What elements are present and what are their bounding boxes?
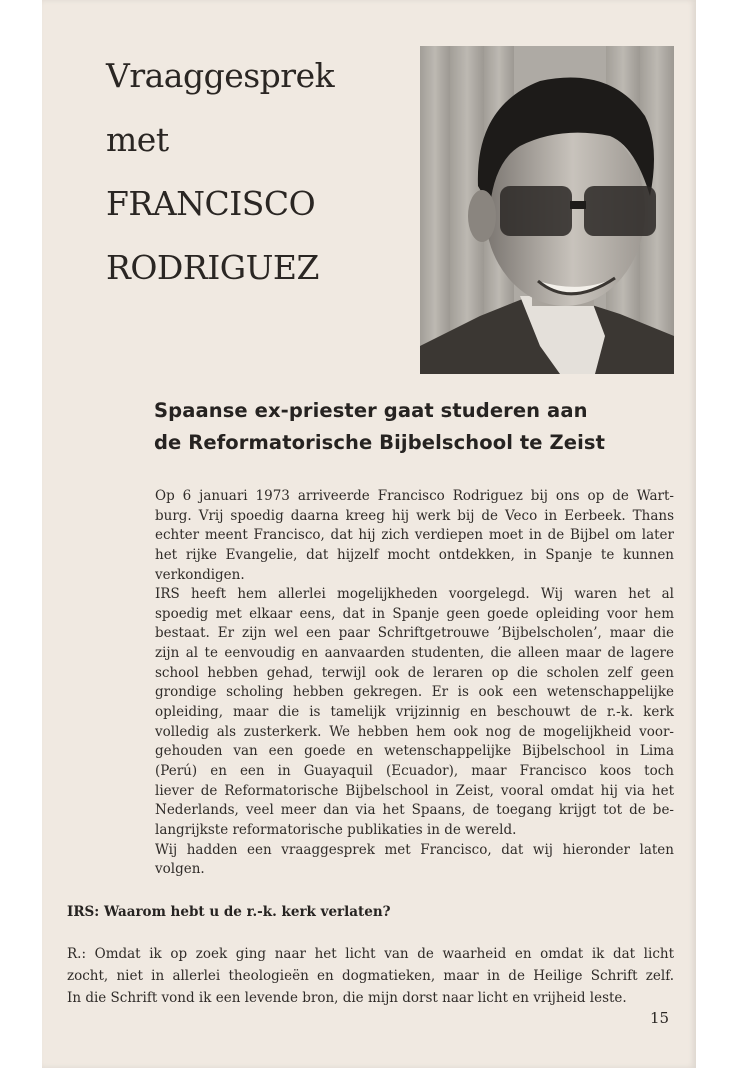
title-line: RODRIGUEZ [106, 248, 319, 287]
body-line: IRS heeft hem allerlei mogelijkheden voorgelegd. Wij waren het al [155, 586, 674, 603]
body-line: echter meent Francisco, dat hij zich verdiepen moet in de Bijbel om later [155, 527, 674, 544]
title-line: met [106, 120, 169, 159]
portrait-image [420, 46, 674, 374]
body-line: verkondigen. [155, 566, 245, 583]
title-line: FRANCISCO [106, 184, 316, 223]
body-line: Op 6 januari 1973 arriveerde Francisco Rodriguez bij ons op de Wart- [155, 488, 674, 504]
body-line: burg. Vrij spoedig daarna kreeg hij werk bij de Veco in Eerbeek. Thans [155, 507, 674, 524]
body-line: gehouden van een goede en wetenschappelijke Bijbelschool in Lima [155, 743, 674, 760]
article-body [155, 487, 674, 880]
page-number: 15 [650, 1009, 670, 1027]
interview-answer [67, 943, 674, 1009]
subtitle-line: de Reformatorische Bijbelschool te Zeist [154, 431, 605, 454]
answer-line: In die Schrift vond ik een levende bron, die mijn dorst naar licht en vrijheid leste. [67, 990, 627, 1006]
body-line: Wij hadden een vraaggesprek met Francisco, dat wij hieronder laten [155, 841, 674, 858]
body-line: (Perú) en een in Guayaquil (Ecuador), maar Francisco koos toch [155, 762, 674, 779]
body-line: zijn al te eenvoudig en aanvaarden studenten, die alleen maar de lagere [155, 645, 674, 662]
body-line: liever de Reformatorische Bijbelschool in Zeist, vooral omdat hij via het [155, 782, 674, 799]
body-line: opleiding, maar die is tamelijk vrijzinnig en beschouwt de r.-k. kerk [155, 704, 674, 721]
body-line: het rijke Evangelie, dat hijzelf mocht ontdekken, in Spanje te kunnen [155, 546, 674, 563]
body-line: volgen. [155, 861, 205, 878]
title-line: Vraaggesprek [106, 56, 335, 95]
body-line: spoedig met elkaar eens, dat in Spanje geen goede opleiding voor hem [155, 605, 674, 622]
article-subtitle [154, 395, 674, 459]
subtitle-line: Spaanse ex-priester gaat studeren aan [154, 399, 588, 422]
body-line: langrijkste reformatorische publikaties in de wereld. [155, 821, 517, 838]
answer-line: R.: Omdat ik op zoek ging naar het licht van de waarheid en omdat ik dat licht [67, 946, 674, 962]
interview-question: IRS: Waarom hebt u de r.-k. kerk verlaten? [67, 904, 391, 920]
body-line: school hebben gehad, terwijl ook de leraren op die scholen zelf geen [155, 664, 674, 681]
article-title [106, 44, 334, 300]
portrait-photo [420, 46, 674, 374]
body-line: volledig als zusterkerk. We hebben hem ook nog de mogelijkheid voor- [155, 723, 674, 740]
body-line: grondige scholing hebben gekregen. Er is ook een wetenschappelijke [155, 684, 674, 701]
answer-line: zocht, niet in allerlei theologieën en dogmatieken, maar in de Heilige Schrift zelf. [67, 968, 674, 984]
body-line: bestaat. Er zijn wel een paar Schriftgetrouwe ’Bijbelscholen’, maar die [155, 625, 674, 642]
body-line: Nederlands, veel meer dan via het Spaans, de toegang krijgt tot de be- [155, 802, 674, 819]
